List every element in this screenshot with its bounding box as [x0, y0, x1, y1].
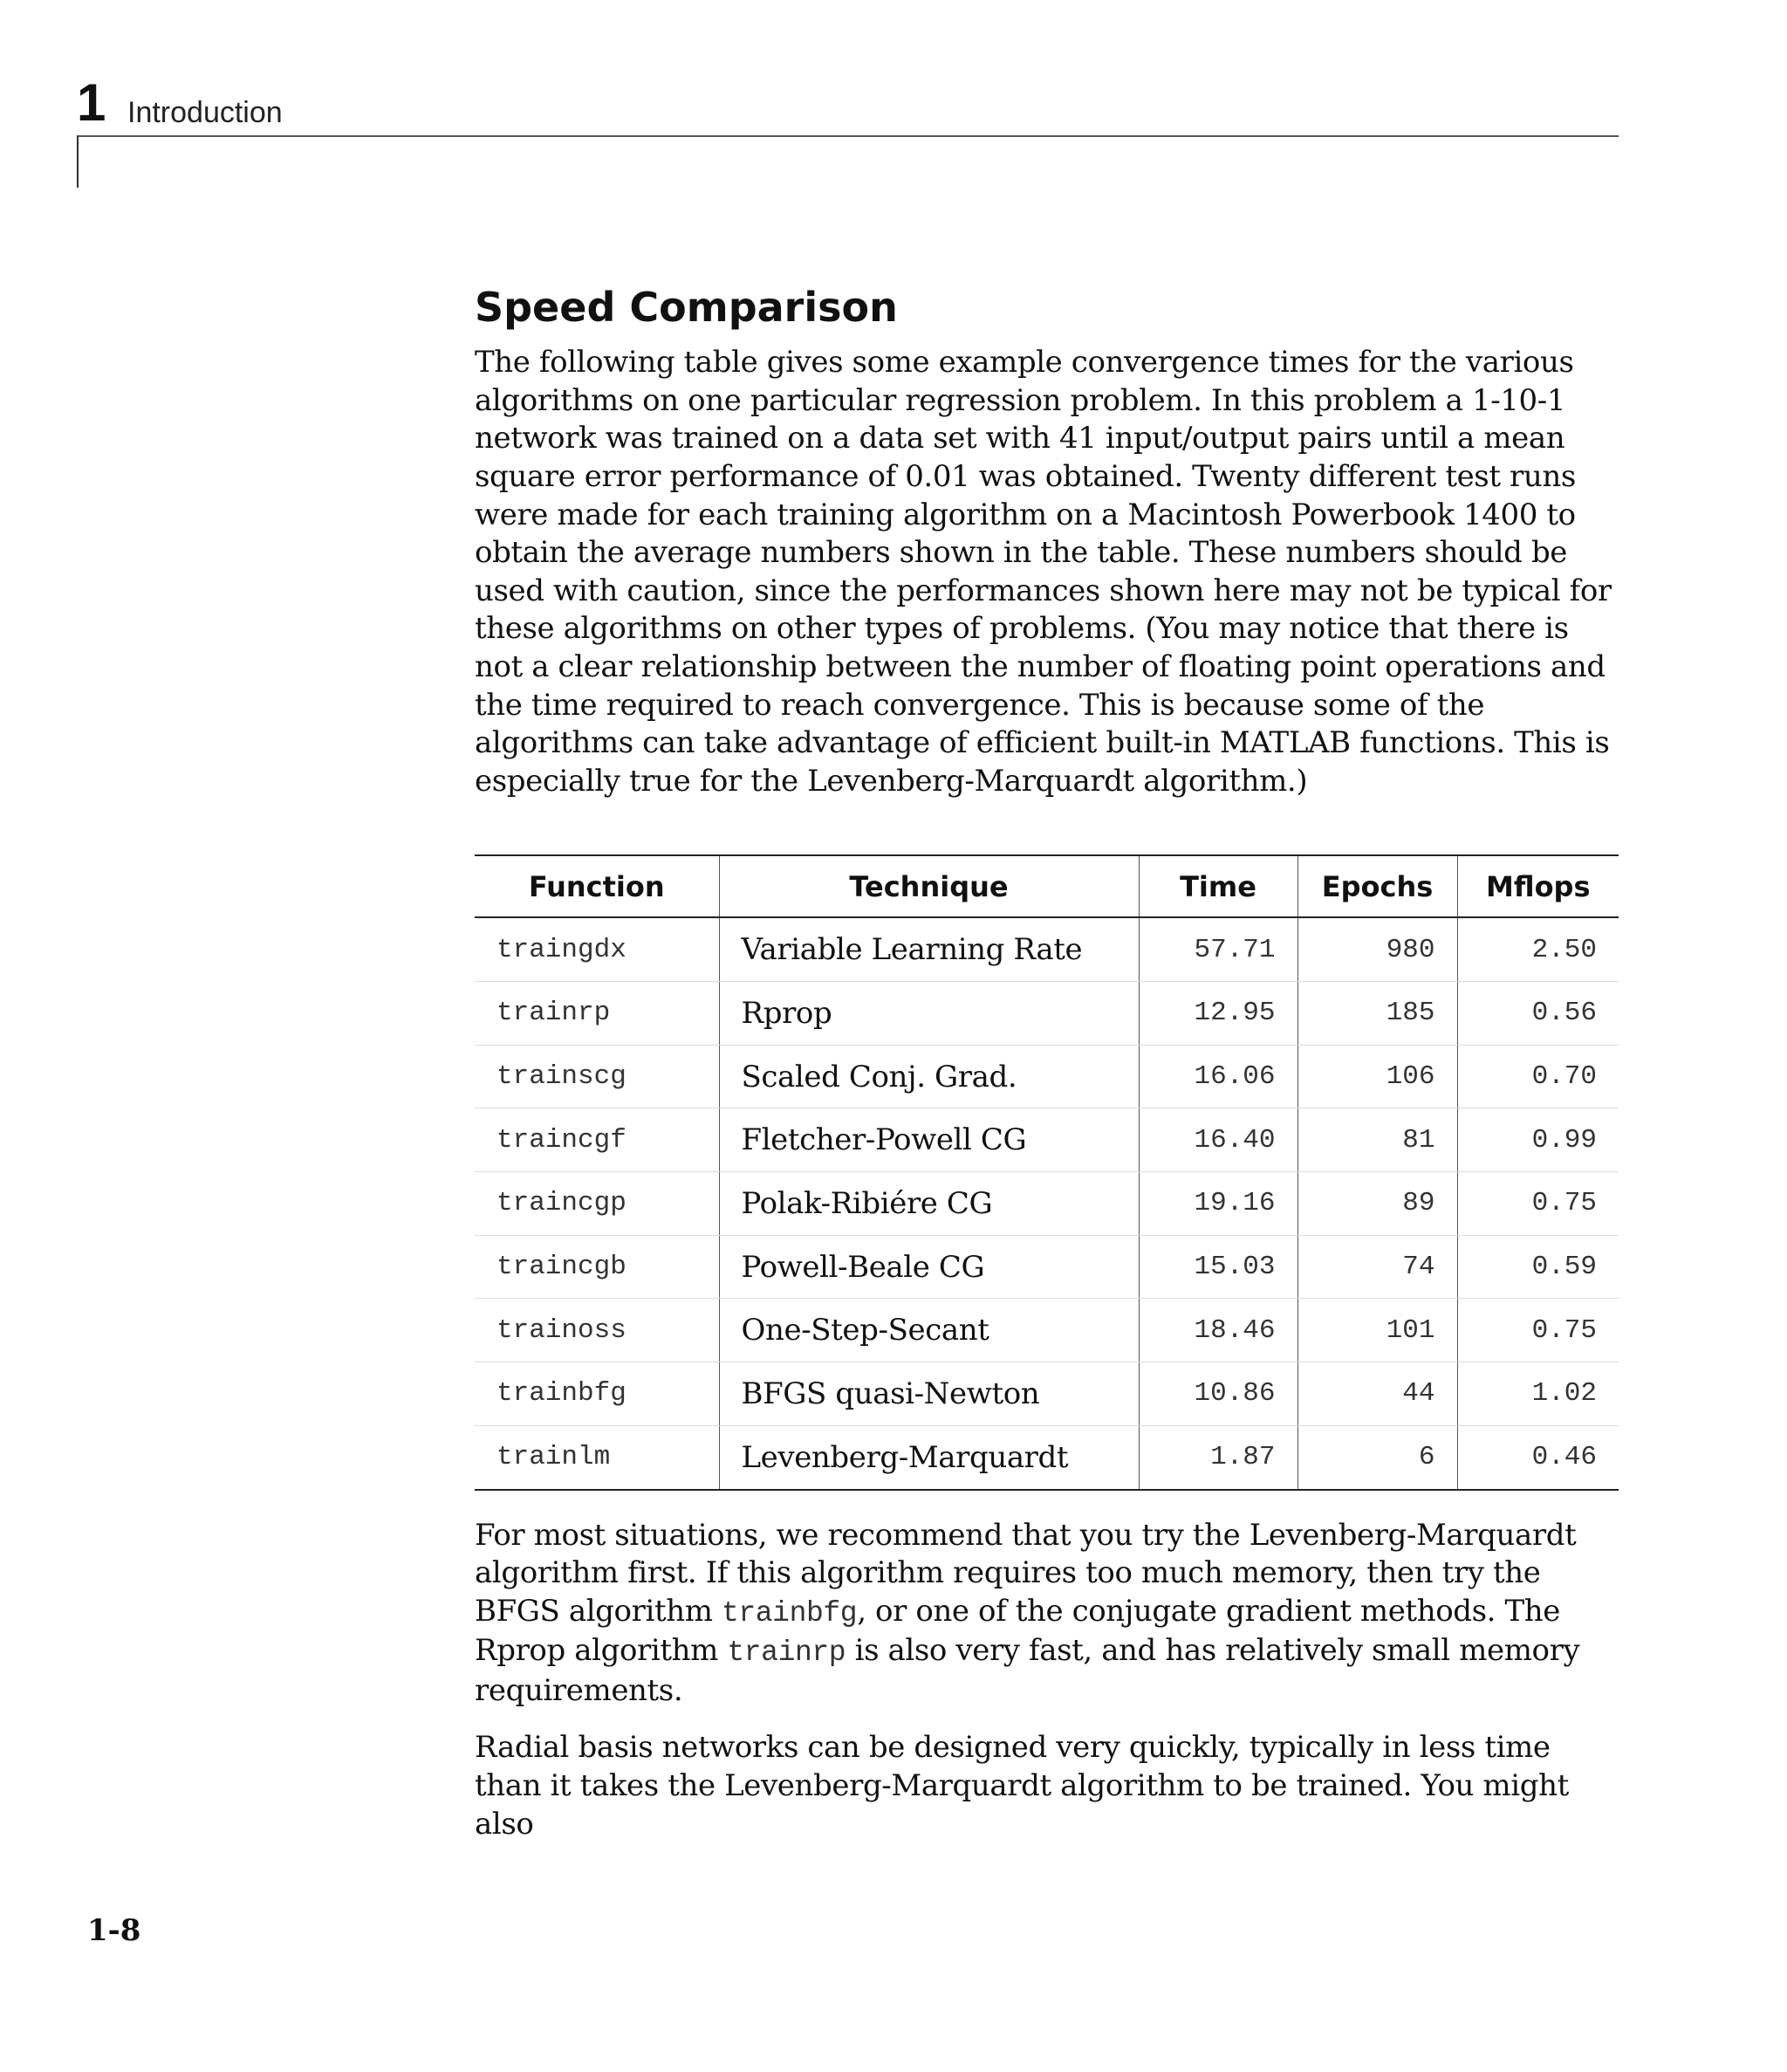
- cell-time: 1.87: [1139, 1425, 1297, 1488]
- table-row: [475, 1172, 1619, 1236]
- cell-mflops: 0.75: [1457, 1172, 1619, 1236]
- cell-time: 16.40: [1139, 1108, 1297, 1172]
- table-row: [475, 1299, 1619, 1362]
- cell-time: 15.03: [1139, 1235, 1297, 1299]
- cell-epochs: 6: [1297, 1425, 1457, 1488]
- cell-mflops: 1.02: [1457, 1362, 1619, 1426]
- cell-technique: Polak-Ribiére CG: [719, 1172, 1139, 1236]
- closing-paragraph: Radial basis networks can be designed very quickly, typically in less time than it takes the Levenberg-Marquardt algorithm to be trained. You might also: [475, 1730, 1569, 1842]
- cell-technique: Powell-Beale CG: [719, 1235, 1139, 1299]
- cell-mflops: 2.50: [1457, 917, 1619, 981]
- cell-function: traincgf: [475, 1108, 719, 1172]
- margin-bar: [77, 135, 79, 188]
- table-row: [475, 1425, 1619, 1488]
- cell-function: traingdx: [475, 917, 719, 981]
- cell-epochs: 106: [1297, 1045, 1457, 1108]
- cell-function: traincgp: [475, 1172, 719, 1236]
- speed-comparison-table: [475, 854, 1619, 1490]
- code-trainbfg: trainbfg: [721, 1596, 858, 1629]
- header-time: Time: [1139, 856, 1297, 917]
- table-row: [475, 1108, 1619, 1172]
- cell-function: trainscg: [475, 1045, 719, 1108]
- table-header-row: [475, 856, 1619, 917]
- section-title: Speed Comparison: [475, 284, 898, 331]
- recommendation-text-2: , or one of the conjugate gradient methods. The Rprop algorithm: [475, 1593, 1560, 1669]
- cell-function: trainoss: [475, 1299, 719, 1362]
- table-row: [475, 917, 1619, 981]
- cell-time: 18.46: [1139, 1299, 1297, 1362]
- cell-time: 19.16: [1139, 1172, 1297, 1236]
- cell-epochs: 74: [1297, 1235, 1457, 1299]
- cell-epochs: 89: [1297, 1172, 1457, 1236]
- header-mflops: Mflops: [1457, 856, 1619, 917]
- cell-function: trainlm: [496, 1442, 611, 1473]
- table-row: [475, 1045, 1619, 1108]
- page-number: 1-8: [87, 1913, 141, 1948]
- cell-function: trainbfg: [475, 1362, 719, 1426]
- cell-technique: Variable Learning Rate: [719, 917, 1139, 981]
- cell-technique: Scaled Conj. Grad.: [719, 1045, 1139, 1108]
- cell-technique: Fletcher-Powell CG: [719, 1108, 1139, 1172]
- cell-function: traincgb: [475, 1235, 719, 1299]
- cell-epochs: 81: [1297, 1108, 1457, 1172]
- recommendation-paragraph: [475, 1517, 1619, 1711]
- cell-mflops: 0.75: [1457, 1299, 1619, 1362]
- cell-epochs: 980: [1297, 917, 1457, 981]
- recommendation-text-1: For most situations, we recommend that you try the Levenberg-Marquardt algorithm first. If this algorithm requires too much memory, then try the BFGS algorithm: [475, 1517, 1577, 1629]
- cell-mflops: 0.59: [1457, 1235, 1619, 1299]
- cell-mflops: 0.56: [1457, 982, 1619, 1046]
- cell-technique: Rprop: [719, 982, 1139, 1046]
- header-technique: Technique: [719, 856, 1139, 917]
- cell-mflops: 0.46: [1457, 1425, 1619, 1488]
- cell-technique: BFGS quasi-Newton: [719, 1362, 1139, 1426]
- chapter-number: 1: [77, 73, 106, 132]
- table-row: [475, 1235, 1619, 1299]
- cell-mflops: 0.99: [1457, 1108, 1619, 1172]
- header-function: Function: [475, 856, 719, 917]
- cell-time: 57.71: [1139, 917, 1297, 981]
- cell-technique: One-Step-Secant: [719, 1299, 1139, 1362]
- cell-technique: Levenberg-Marquardt: [719, 1425, 1139, 1488]
- cell-epochs: 44: [1297, 1362, 1457, 1426]
- recommendation-text-3: is also very fast, and has relatively small memory requirements.: [475, 1633, 1580, 1708]
- cell-time: 10.86: [1139, 1362, 1297, 1426]
- chapter-title: Introduction: [127, 96, 283, 129]
- header-rule: [77, 135, 1619, 137]
- main-content: [475, 284, 1619, 1843]
- header-epochs: Epochs: [1297, 856, 1457, 917]
- cell-function: trainrp: [475, 982, 719, 1046]
- table-row: [475, 1362, 1619, 1426]
- cell-epochs: 185: [1297, 982, 1457, 1046]
- intro-paragraph: The following table gives some example convergence times for the various algorithms on one particular regression problem. In this problem a 1-10-1 network was trained on a data set with 41 input/output pairs until a mean square error performance of 0.01 was obtained. Twenty different test runs were made for each training algorithm on a Macintosh Powerbook 1400 to obtain the average numbers shown in the table. These numbers should be used with caution, since the performances shown here may not be typical for these algorithms on other types of problems. (You may notice that there is not a clear relationship between the number of floating point operations and the time required to reach convergence. This is because some of the algorithms can take advantage of efficient built-in MATLAB functions. This is especially true for the Levenberg-Marquardt algorithm.): [475, 345, 1612, 799]
- table-row: [475, 982, 1619, 1046]
- cell-time: 16.06: [1139, 1045, 1297, 1108]
- cell-mflops: 0.70: [1457, 1045, 1619, 1108]
- code-trainrp: trainrp: [727, 1636, 846, 1670]
- cell-time: 12.95: [1139, 982, 1297, 1046]
- cell-epochs: 101: [1297, 1299, 1457, 1362]
